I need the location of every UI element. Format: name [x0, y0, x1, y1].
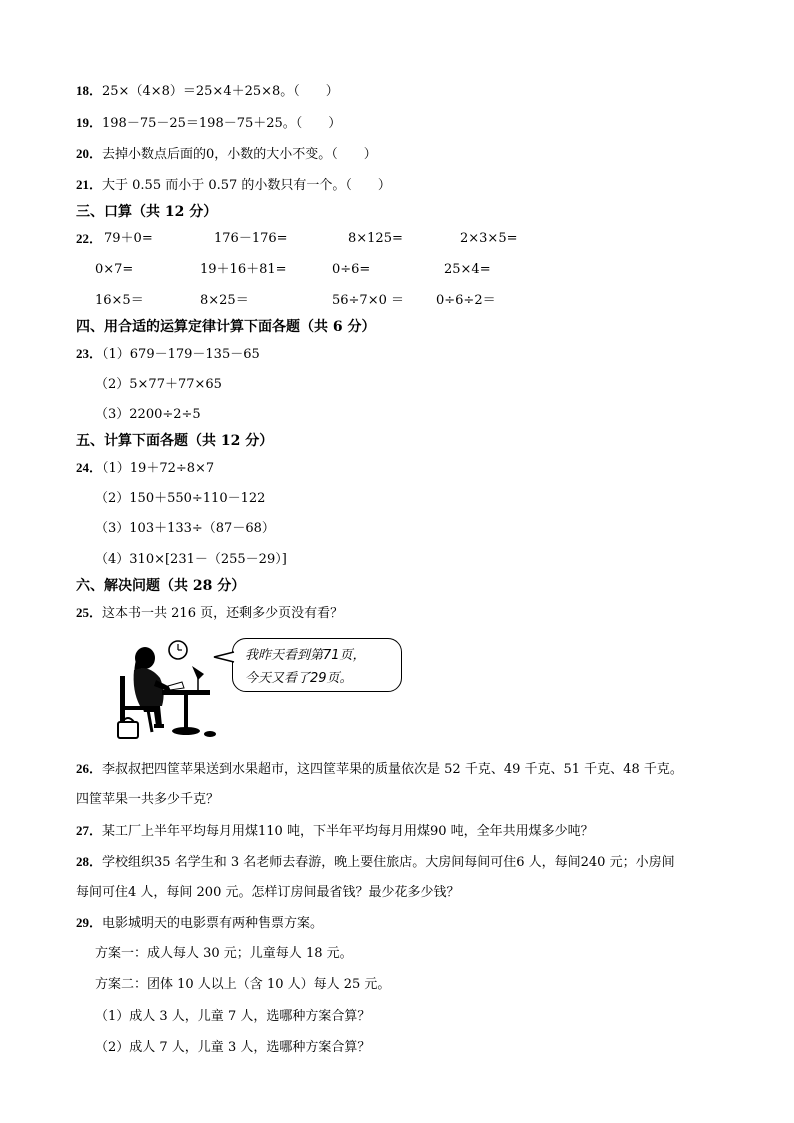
oral-calc-item: 56÷7×0 ＝	[332, 293, 405, 308]
question-29-sub-2: （2）成人 7 人，儿童 3 人，选哪种方案合算？	[95, 1040, 371, 1055]
question-23-item-1: 23．（1）679－179－135－65	[76, 346, 260, 362]
oral-calc-item: 16×5＝	[95, 293, 144, 308]
question-25: 25．这本书一共 216 页，还剩多少页没有看？	[76, 605, 344, 621]
question-29-plan-2: 方案二：团体 10 人以上（含 10 人）每人 25 元。	[95, 977, 391, 992]
question-22-number: 22．	[76, 231, 103, 246]
question-24-item-4: （4）310×[231－（255－29）]	[95, 552, 287, 567]
section-5-title: 五、计算下面各题（共 12 分）	[76, 433, 274, 449]
oral-calc-item: 19＋16＋81=	[200, 262, 287, 277]
section-3-title: 三、口算（共 12 分）	[76, 204, 218, 220]
question-29: 29．电影城明天的电影票有两种售票方案。	[76, 915, 324, 931]
oral-calc-item: 0÷6÷2＝	[436, 293, 496, 308]
question-26-line-2: 四筐苹果一共多少千克？	[76, 792, 220, 807]
question-18: 18．25×（4×8）＝25×4＋25×8。（ ）	[76, 83, 339, 99]
question-24-item-1: 24．（1）19＋72÷8×7	[76, 460, 215, 476]
question-29-sub-1: （1）成人 3 人，儿童 7 人，选哪种方案合算？	[95, 1009, 371, 1024]
oral-calc-item: 0÷6=	[332, 262, 371, 277]
oral-calc-item: 25×4=	[444, 262, 491, 277]
speech-bubble-tail	[212, 650, 236, 664]
oral-calc-item: 0×7=	[95, 262, 134, 277]
question-29-plan-1: 方案一：成人每人 30 元；儿童每人 18 元。	[95, 946, 353, 961]
question-23-item-3: （3）2200÷2÷5	[95, 407, 201, 422]
speech-bubble-line-1: 我昨天看到第71页，	[245, 648, 366, 663]
question-24-item-3: （3）103＋133÷（87－68）	[95, 521, 275, 536]
girl-reading-illustration	[112, 636, 218, 740]
section-4-title: 四、用合适的运算定律计算下面各题（共 6 分）	[76, 319, 376, 335]
question-21: 21．大于 0.55 而小于 0.57 的小数只有一个。（ ）	[76, 177, 391, 193]
question-24-item-2: （2）150＋550÷110－122	[95, 491, 266, 506]
oral-calc-item: 79＋0=	[104, 231, 153, 246]
speech-bubble	[232, 638, 402, 692]
question-27: 27．某工厂上半年平均每月用煤110 吨，下半年平均每月用煤90 吨，全年共用煤多少吨？	[76, 823, 594, 839]
question-19: 19．198－75－25＝198－75＋25。（ ）	[76, 115, 342, 131]
question-26-line-1: 26．李叔叔把四筐苹果送到水果超市，这四筐苹果的质量依次是 52 千克、49 千克、51 千克、48 千克。	[76, 761, 683, 777]
oral-calc-item: 8×125=	[348, 231, 403, 246]
question-20: 20．去掉小数点后面的0，小数的大小不变。（ ）	[76, 146, 377, 162]
oral-calc-item: 2×3×5=	[460, 231, 518, 246]
oral-calc-item: 8×25＝	[200, 293, 249, 308]
speech-bubble-line-2: 今天又看了29页。	[245, 671, 353, 686]
question-23-item-2: （2）5×77＋77×65	[95, 377, 222, 392]
question-28-line-2: 每间可住4 人，每间 200 元。怎样订房间最省钱？最少花多少钱？	[76, 885, 460, 900]
oral-calc-item: 176－176=	[214, 231, 288, 246]
section-6-title: 六、解决问题（共 28 分）	[76, 578, 246, 594]
question-28-line-1: 28．学校组织35 名学生和 3 名老师去春游，晚上要住旅店。大房间每间可住6 人，每间240 元；小房间	[76, 854, 675, 870]
